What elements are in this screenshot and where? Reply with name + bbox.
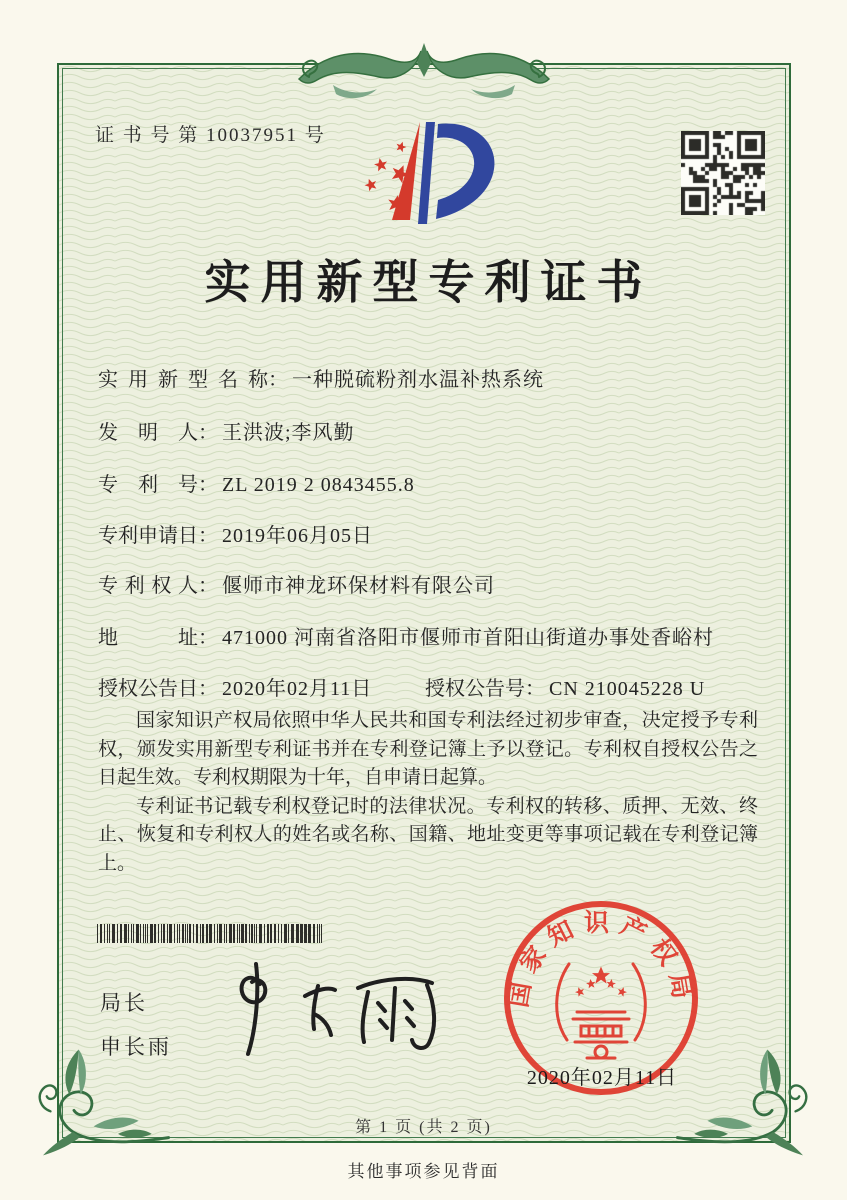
field-colon: ： <box>198 575 218 597</box>
commissioner-name: 申长雨 <box>100 1035 172 1059</box>
field-label: 发明人 <box>98 422 198 444</box>
cnipa-logo-icon <box>352 112 504 230</box>
document-title: 实用新型专利证书 <box>204 257 653 308</box>
field-label: 地址 <box>98 627 198 649</box>
back-side-note: 其他事项参见背面 <box>347 1162 500 1181</box>
field-value: 2019年06月05日 <box>222 525 373 547</box>
bottom-left-ornament-icon <box>28 1040 178 1162</box>
field-label: 授权公告号 <box>425 678 525 700</box>
legal-paragraph-1: 国家知识产权局依照中华人民共和国专利法经过初步审查，决定授予专利权，颁发实用新型专利证书并在专利登记簿上予以登记。专利权自授权公告之日起生效。专利权期限为十年，自申请日起算。 <box>98 710 758 788</box>
field-row-name <box>98 363 798 392</box>
field-value: CN 210045228 U <box>549 678 706 700</box>
field-colon: ： <box>198 627 218 649</box>
field-value: ZL 2019 2 0843455.8 <box>222 474 415 496</box>
field-row-grant <box>98 672 798 701</box>
qr-code <box>681 131 765 215</box>
seal-text: 国家知识产权局 <box>505 910 697 1010</box>
field-row-patentee <box>98 569 798 598</box>
page-number: 第 1 页 (共 2 页) <box>355 1119 492 1136</box>
legal-text-block <box>98 707 758 878</box>
field-colon: ： <box>198 525 218 547</box>
field-value: 471000 河南省洛阳市偃师市首阳山街道办事处香峪村 <box>222 627 714 649</box>
field-label: 专利申请日 <box>98 525 198 547</box>
field-label: 专利号 <box>98 474 198 496</box>
top-center-ornament-icon <box>293 33 555 107</box>
field-row-filing-date <box>98 519 798 548</box>
field-value: 王洪波;李风勤 <box>222 422 355 444</box>
field-row-patent-no <box>98 468 798 497</box>
field-row-address <box>98 621 798 650</box>
field-colon: ： <box>198 678 218 700</box>
field-label: 授权公告日 <box>98 678 198 700</box>
field-colon: ： <box>525 678 545 700</box>
field-label: 实用新型名称 <box>98 369 268 391</box>
field-pair-grant-no <box>425 672 705 701</box>
commissioner-title: 局长 <box>100 991 148 1015</box>
legal-paragraph-2: 专利证书记载专利权登记时的法律状况。专利权的转移、质押、无效、终止、恢复和专利权人的姓名或名称、国籍、地址变更等事项记载在专利登记簿上。 <box>98 795 758 874</box>
field-row-inventor <box>98 416 798 445</box>
field-colon: ： <box>198 474 218 496</box>
svg-text:国家知识产权局 <box>504 909 697 1009</box>
field-colon: ： <box>268 369 288 391</box>
field-value: 偃师市神龙环保材料有限公司 <box>222 575 495 597</box>
field-value: 一种脱硫粉剂水温补热系统 <box>292 369 544 391</box>
seal-date: 2020年02月11日 <box>526 1067 678 1089</box>
handwritten-signature-icon <box>222 956 452 1066</box>
barcode <box>97 924 325 943</box>
field-label: 专利权人 <box>98 575 198 597</box>
bottom-right-ornament-icon <box>668 1040 818 1162</box>
certificate-number: 证 书 号 第 10037951 号 <box>95 125 326 146</box>
field-value: 2020年02月11日 <box>222 678 373 700</box>
national-emblem-icon <box>557 964 646 1058</box>
field-colon: ： <box>198 422 218 444</box>
